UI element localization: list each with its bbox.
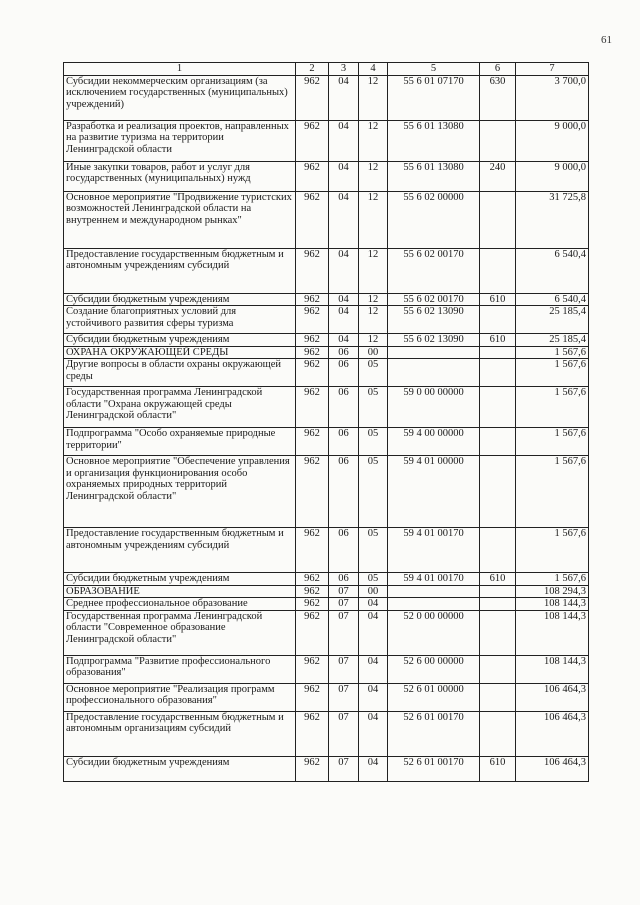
row-subsection-cell: 04 xyxy=(359,711,388,756)
row-name-cell: Основное мероприятие "Обеспечение управления и организация функционирования особо охраняемых природных территорий Ленинградской области" xyxy=(64,456,296,528)
row-subsection-cell: 04 xyxy=(359,756,388,781)
row-target-article-cell xyxy=(388,585,480,598)
row-administrator-code-cell: 962 xyxy=(296,711,329,756)
table-row xyxy=(64,598,589,611)
row-subsection-cell: 12 xyxy=(359,191,388,248)
row-name-cell: Предоставление государственным бюджетным и автономным учреждениям субсидий xyxy=(64,248,296,293)
row-expense-type-cell xyxy=(480,191,516,248)
row-amount-cell: 1 567,6 xyxy=(516,573,589,586)
row-section-cell: 07 xyxy=(329,683,359,711)
row-subsection-cell: 05 xyxy=(359,359,388,387)
row-name-cell: Субсидии бюджетным учреждениям xyxy=(64,334,296,347)
row-section-cell: 07 xyxy=(329,610,359,655)
row-section-cell: 06 xyxy=(329,573,359,586)
row-target-article-cell: 59 4 01 00170 xyxy=(388,528,480,573)
table-row xyxy=(64,346,589,359)
row-administrator-code-cell: 962 xyxy=(296,428,329,456)
row-name-cell: Среднее профессиональное образование xyxy=(64,598,296,611)
row-name-cell: Разработка и реализация проектов, направленных на развитие туризма на территории Ленинградской области xyxy=(64,120,296,161)
row-administrator-code-cell: 962 xyxy=(296,573,329,586)
table-row xyxy=(64,75,589,120)
row-target-article-cell xyxy=(388,598,480,611)
row-section-cell: 07 xyxy=(329,598,359,611)
row-amount-cell: 1 567,6 xyxy=(516,359,589,387)
row-expense-type-cell xyxy=(480,655,516,683)
row-expense-type-cell xyxy=(480,387,516,428)
row-section-cell: 06 xyxy=(329,456,359,528)
row-expense-type-cell xyxy=(480,306,516,334)
row-section-cell: 07 xyxy=(329,655,359,683)
row-section-cell: 04 xyxy=(329,191,359,248)
row-administrator-code-cell: 962 xyxy=(296,248,329,293)
row-amount-cell: 3 700,0 xyxy=(516,75,589,120)
row-subsection-cell: 05 xyxy=(359,428,388,456)
table-row xyxy=(64,756,589,781)
row-administrator-code-cell: 962 xyxy=(296,683,329,711)
table-row xyxy=(64,456,589,528)
row-expense-type-cell: 610 xyxy=(480,293,516,306)
row-target-article-cell: 55 6 02 00170 xyxy=(388,293,480,306)
row-name-cell: Субсидии некоммерческим организациям (за исключением государственных (муниципальных) учреждений) xyxy=(64,75,296,120)
table-row xyxy=(64,573,589,586)
row-target-article-cell: 59 4 01 00000 xyxy=(388,456,480,528)
row-expense-type-cell xyxy=(480,711,516,756)
row-administrator-code-cell: 962 xyxy=(296,161,329,191)
row-section-cell: 06 xyxy=(329,346,359,359)
table-row xyxy=(64,161,589,191)
row-section-cell: 07 xyxy=(329,756,359,781)
row-section-cell: 04 xyxy=(329,120,359,161)
row-name-cell: Субсидии бюджетным учреждениям xyxy=(64,293,296,306)
row-amount-cell: 25 185,4 xyxy=(516,334,589,347)
row-target-article-cell: 55 6 02 13090 xyxy=(388,306,480,334)
row-expense-type-cell xyxy=(480,456,516,528)
row-administrator-code-cell: 962 xyxy=(296,655,329,683)
row-amount-cell: 1 567,6 xyxy=(516,528,589,573)
row-amount-cell: 1 567,6 xyxy=(516,346,589,359)
table-row xyxy=(64,191,589,248)
row-administrator-code-cell: 962 xyxy=(296,387,329,428)
row-target-article-cell: 55 6 02 13090 xyxy=(388,334,480,347)
row-expense-type-cell xyxy=(480,598,516,611)
row-expense-type-cell xyxy=(480,346,516,359)
row-name-cell: Государственная программа Ленинградской области "Современное образование Ленинградской области" xyxy=(64,610,296,655)
table-row xyxy=(64,293,589,306)
row-target-article-cell xyxy=(388,346,480,359)
table-header-row xyxy=(64,63,589,76)
row-amount-cell: 106 464,3 xyxy=(516,683,589,711)
row-name-cell: Предоставление государственным бюджетным и автономным организациям субсидий xyxy=(64,711,296,756)
row-subsection-cell: 12 xyxy=(359,161,388,191)
row-target-article-cell: 59 0 00 00000 xyxy=(388,387,480,428)
row-subsection-cell: 04 xyxy=(359,610,388,655)
row-target-article-cell xyxy=(388,359,480,387)
row-section-cell: 04 xyxy=(329,161,359,191)
row-subsection-cell: 12 xyxy=(359,306,388,334)
row-subsection-cell: 12 xyxy=(359,334,388,347)
row-subsection-cell: 12 xyxy=(359,248,388,293)
row-expense-type-cell: 610 xyxy=(480,756,516,781)
table-row xyxy=(64,655,589,683)
row-section-cell: 06 xyxy=(329,359,359,387)
row-expense-type-cell: 630 xyxy=(480,75,516,120)
row-name-cell: Предоставление государственным бюджетным и автономным учреждениям субсидий xyxy=(64,528,296,573)
column-header: 2 xyxy=(296,63,329,76)
row-administrator-code-cell: 962 xyxy=(296,598,329,611)
row-expense-type-cell xyxy=(480,585,516,598)
row-amount-cell: 108 144,3 xyxy=(516,610,589,655)
row-name-cell: Основное мероприятие "Продвижение туристских возможностей Ленинградской области на внутреннем и международном рынках" xyxy=(64,191,296,248)
row-amount-cell: 9 000,0 xyxy=(516,161,589,191)
row-section-cell: 04 xyxy=(329,248,359,293)
row-name-cell: Другие вопросы в области охраны окружающей среды xyxy=(64,359,296,387)
page-number: 61 xyxy=(601,34,612,46)
row-amount-cell: 108 144,3 xyxy=(516,655,589,683)
row-subsection-cell: 04 xyxy=(359,655,388,683)
row-expense-type-cell xyxy=(480,248,516,293)
row-amount-cell: 25 185,4 xyxy=(516,306,589,334)
row-name-cell: Основное мероприятие "Реализация программ профессионального образования" xyxy=(64,683,296,711)
row-name-cell: ОХРАНА ОКРУЖАЮЩЕЙ СРЕДЫ xyxy=(64,346,296,359)
row-amount-cell: 6 540,4 xyxy=(516,293,589,306)
row-name-cell: Подпрограмма "Развитие профессионального образования" xyxy=(64,655,296,683)
row-subsection-cell: 12 xyxy=(359,75,388,120)
row-subsection-cell: 12 xyxy=(359,120,388,161)
row-subsection-cell: 04 xyxy=(359,598,388,611)
row-subsection-cell: 05 xyxy=(359,573,388,586)
row-section-cell: 04 xyxy=(329,306,359,334)
row-name-cell: Создание благоприятных условий для устойчивого развития сферы туризма xyxy=(64,306,296,334)
column-header: 3 xyxy=(329,63,359,76)
row-amount-cell: 6 540,4 xyxy=(516,248,589,293)
row-name-cell: ОБРАЗОВАНИЕ xyxy=(64,585,296,598)
row-section-cell: 07 xyxy=(329,711,359,756)
row-administrator-code-cell: 962 xyxy=(296,528,329,573)
row-subsection-cell: 05 xyxy=(359,456,388,528)
row-name-cell: Субсидии бюджетным учреждениям xyxy=(64,573,296,586)
row-expense-type-cell xyxy=(480,683,516,711)
row-amount-cell: 106 464,3 xyxy=(516,756,589,781)
row-target-article-cell: 59 4 01 00170 xyxy=(388,573,480,586)
row-expense-type-cell xyxy=(480,528,516,573)
row-subsection-cell: 04 xyxy=(359,683,388,711)
row-subsection-cell: 05 xyxy=(359,387,388,428)
table-row xyxy=(64,683,589,711)
row-expense-type-cell xyxy=(480,359,516,387)
row-section-cell: 06 xyxy=(329,387,359,428)
row-administrator-code-cell: 962 xyxy=(296,75,329,120)
row-administrator-code-cell: 962 xyxy=(296,306,329,334)
table-row xyxy=(64,306,589,334)
row-subsection-cell: 00 xyxy=(359,585,388,598)
row-expense-type-cell xyxy=(480,610,516,655)
row-amount-cell: 9 000,0 xyxy=(516,120,589,161)
row-subsection-cell: 12 xyxy=(359,293,388,306)
row-section-cell: 07 xyxy=(329,585,359,598)
column-header: 5 xyxy=(388,63,480,76)
row-target-article-cell: 52 6 00 00000 xyxy=(388,655,480,683)
table-row xyxy=(64,711,589,756)
table-row xyxy=(64,334,589,347)
row-amount-cell: 108 144,3 xyxy=(516,598,589,611)
table-row xyxy=(64,610,589,655)
row-section-cell: 04 xyxy=(329,293,359,306)
row-target-article-cell: 52 0 00 00000 xyxy=(388,610,480,655)
row-section-cell: 06 xyxy=(329,428,359,456)
column-header: 7 xyxy=(516,63,589,76)
row-administrator-code-cell: 962 xyxy=(296,456,329,528)
row-amount-cell: 31 725,8 xyxy=(516,191,589,248)
table-row xyxy=(64,120,589,161)
table-row xyxy=(64,387,589,428)
column-header: 4 xyxy=(359,63,388,76)
row-subsection-cell: 05 xyxy=(359,528,388,573)
table-row xyxy=(64,585,589,598)
row-expense-type-cell: 610 xyxy=(480,573,516,586)
table-row xyxy=(64,248,589,293)
row-name-cell: Иные закупки товаров, работ и услуг для государственных (муниципальных) нужд xyxy=(64,161,296,191)
row-target-article-cell: 52 6 01 00170 xyxy=(388,756,480,781)
row-administrator-code-cell: 962 xyxy=(296,293,329,306)
row-expense-type-cell: 610 xyxy=(480,334,516,347)
row-expense-type-cell: 240 xyxy=(480,161,516,191)
row-expense-type-cell xyxy=(480,120,516,161)
row-administrator-code-cell: 962 xyxy=(296,346,329,359)
row-target-article-cell: 55 6 01 07170 xyxy=(388,75,480,120)
row-amount-cell: 1 567,6 xyxy=(516,387,589,428)
row-name-cell: Подпрограмма "Особо охраняемые природные территории" xyxy=(64,428,296,456)
row-target-article-cell: 52 6 01 00170 xyxy=(388,711,480,756)
row-administrator-code-cell: 962 xyxy=(296,334,329,347)
row-expense-type-cell xyxy=(480,428,516,456)
row-administrator-code-cell: 962 xyxy=(296,120,329,161)
row-name-cell: Государственная программа Ленинградской области "Охрана окружающей среды Ленинградской области" xyxy=(64,387,296,428)
row-administrator-code-cell: 962 xyxy=(296,191,329,248)
row-target-article-cell: 55 6 01 13080 xyxy=(388,120,480,161)
row-target-article-cell: 52 6 01 00000 xyxy=(388,683,480,711)
table-row xyxy=(64,528,589,573)
column-header: 1 xyxy=(64,63,296,76)
budget-table xyxy=(63,62,589,782)
row-administrator-code-cell: 962 xyxy=(296,359,329,387)
row-subsection-cell: 00 xyxy=(359,346,388,359)
row-administrator-code-cell: 962 xyxy=(296,756,329,781)
row-administrator-code-cell: 962 xyxy=(296,585,329,598)
row-section-cell: 04 xyxy=(329,334,359,347)
row-amount-cell: 1 567,6 xyxy=(516,428,589,456)
row-amount-cell: 108 294,3 xyxy=(516,585,589,598)
row-section-cell: 06 xyxy=(329,528,359,573)
row-name-cell: Субсидии бюджетным учреждениям xyxy=(64,756,296,781)
table-row xyxy=(64,428,589,456)
table-body xyxy=(64,75,589,781)
row-administrator-code-cell: 962 xyxy=(296,610,329,655)
row-target-article-cell: 55 6 02 00170 xyxy=(388,248,480,293)
row-target-article-cell: 59 4 00 00000 xyxy=(388,428,480,456)
row-amount-cell: 106 464,3 xyxy=(516,711,589,756)
row-amount-cell: 1 567,6 xyxy=(516,456,589,528)
row-target-article-cell: 55 6 02 00000 xyxy=(388,191,480,248)
table-row xyxy=(64,359,589,387)
column-header: 6 xyxy=(480,63,516,76)
row-section-cell: 04 xyxy=(329,75,359,120)
row-target-article-cell: 55 6 01 13080 xyxy=(388,161,480,191)
